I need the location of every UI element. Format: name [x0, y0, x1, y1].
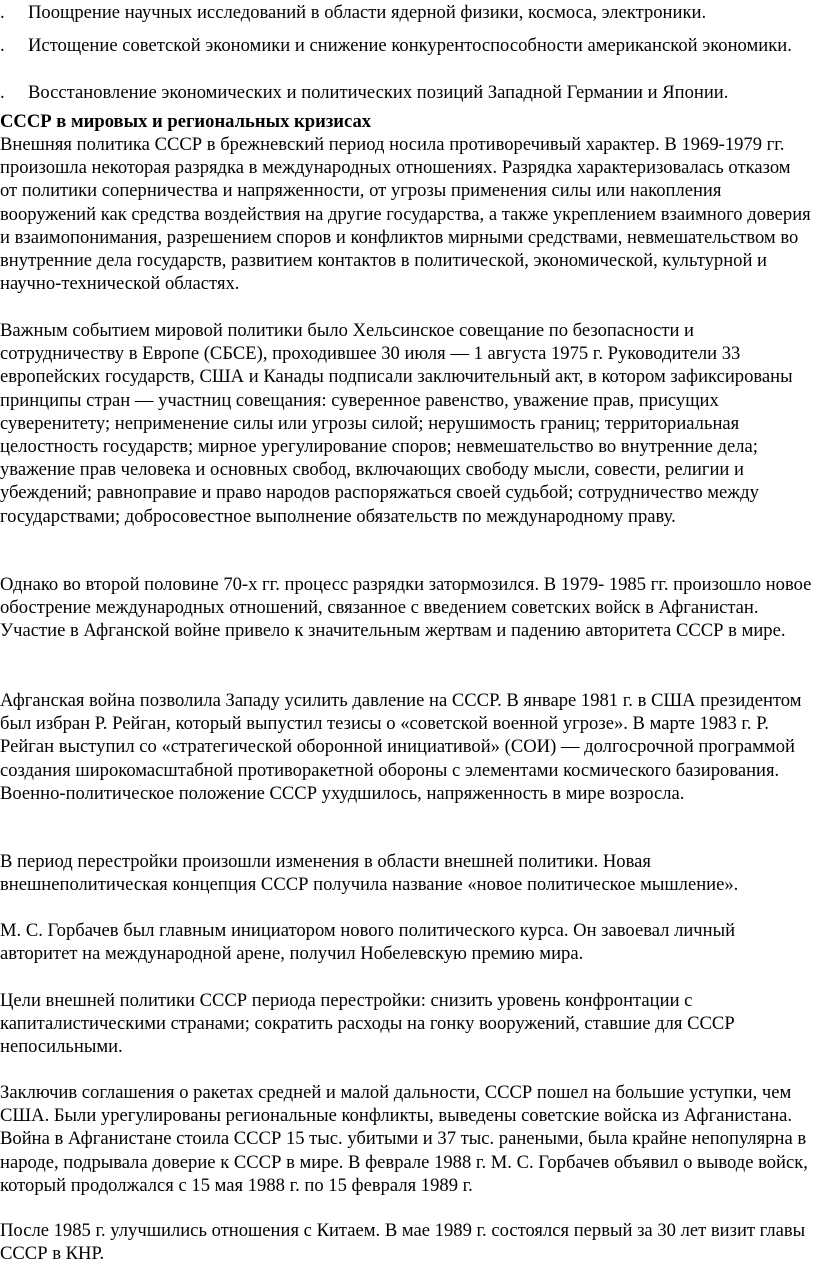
paragraph: После 1985 г. улучшились отношения с Китаем. В мае 1989 г. состоялся первый за 30 лет визит главы СССР в КНР.	[0, 1220, 806, 1265]
list-item-text: Истощение советской экономики и снижение конкурентоспособности американской экономики.	[28, 35, 792, 56]
list-item-text: Поощрение научных исследований в области ядерной физики, космоса, электроники.	[28, 2, 707, 23]
list-item	[0, 81, 816, 104]
paragraph: Важным событием мировой политики было Хельсинское совещание по безопасности и сотрудничеству в Европе (СБСЕ), проходившее 30 июля — 1 августа 1975 г. Руководители 33 европейских государств, США и Канады подписали заключительный акт, в котором зафиксированы принципы стран — участниц совещания: суверенное равенство, уважение прав, присущих суверенитету; неприменение силы или угрозы силой; нерушимость границ; территориальная целостность государств; мирное урегулирование споров; невмешательство во внутренние дела; уважение прав человека и основных свобод, включающих свободу мысли, совести, религии и убеждений; равноправие и право народов распоряжаться своей судьбой; сотрудничество между государствами; добросовестное выполнение обязательств по международному праву.	[0, 320, 793, 527]
paragraph: Афганская война позволила Западу усилить давление на СССР. В январе 1981 г. в США президентом был избран Р. Рейган, который выпустил тезисы о «советской военной угрозе». В марте 1983 г. Р. Рейган выступил со «стратегической оборонной инициативой» (СОИ) — долгосрочной программой создания широкомасштабной противоракетной обороны с элементами космического базирования. Военно-политическое положение СССР ухудшилось, напряженность в мире возросла.	[0, 690, 802, 804]
bullet-marker: .	[0, 35, 5, 56]
paragraph: Цели внешней политики СССР периода перестройки: снизить уровень конфронтации с капиталистическими странами; сократить расходы на гонку вооружений, ставшие для СССР непосильными.	[0, 990, 735, 1058]
paragraph: Внешняя политика СССР в брежневский период носила противоречивый характер. В 1969-1979 гг. произошла некоторая разрядка в международных отношениях. Разрядка характеризовалась отказом от политики соперничества и напряженности, от угрозы применения силы или накопления вооружений как средства воздействия на другие государства, а также укреплением взаимного доверия и взаимопонимания, разрешением споров и конфликтов мирными средствами, невмешательством во внутренние дела государств, развитием контактов в политической, экономической, культурной и научно-технической областях.	[0, 134, 811, 295]
list-item-text: Восстановление экономических и политических позиций Западной Германии и Японии.	[28, 82, 729, 103]
paragraph: Заключив соглашения о ракетах средней и малой дальности, СССР пошел на большие уступки, чем США. Были урегулированы региональные конфликты, выведены советские войска из Афганистана. Война в Афганистане стоила СССР 15 тыс. убитыми и 37 тыс. ранеными, была крайне непопулярна в народе, подрывала доверие к СССР в мире. В феврале 1988 г. М. С. Горбачев объявил о выводе войск, который продолжался с 15 мая 1988 г. по 15 февраля 1989 г.	[0, 1082, 808, 1196]
section-heading: СССР в мировых и региональных кризисах	[0, 111, 372, 132]
paragraph: Однако во второй половине 70-х гг. процесс разрядки затормозился. В 1979- 1985 гг. произошло новое обострение международных отношений, связанное с введением советских войск в Афганистан. Участие в Афганской войне привело к значительным жертвам и падению авторитета СССР в мире.	[0, 574, 812, 642]
bullet-marker: .	[0, 2, 5, 23]
list-item	[0, 1, 816, 24]
paragraph: М. С. Горбачев был главным инициатором нового политического курса. Он завоевал личный авторитет на международной арене, получил Нобелевскую премию мира.	[0, 920, 736, 965]
list-item	[0, 34, 816, 57]
paragraph: В период перестройки произошли изменения в области внешней политики. Новая внешнеполитическая концепция СССР получила название «новое политическое мышление».	[0, 851, 739, 896]
bullet-marker: .	[0, 82, 5, 103]
